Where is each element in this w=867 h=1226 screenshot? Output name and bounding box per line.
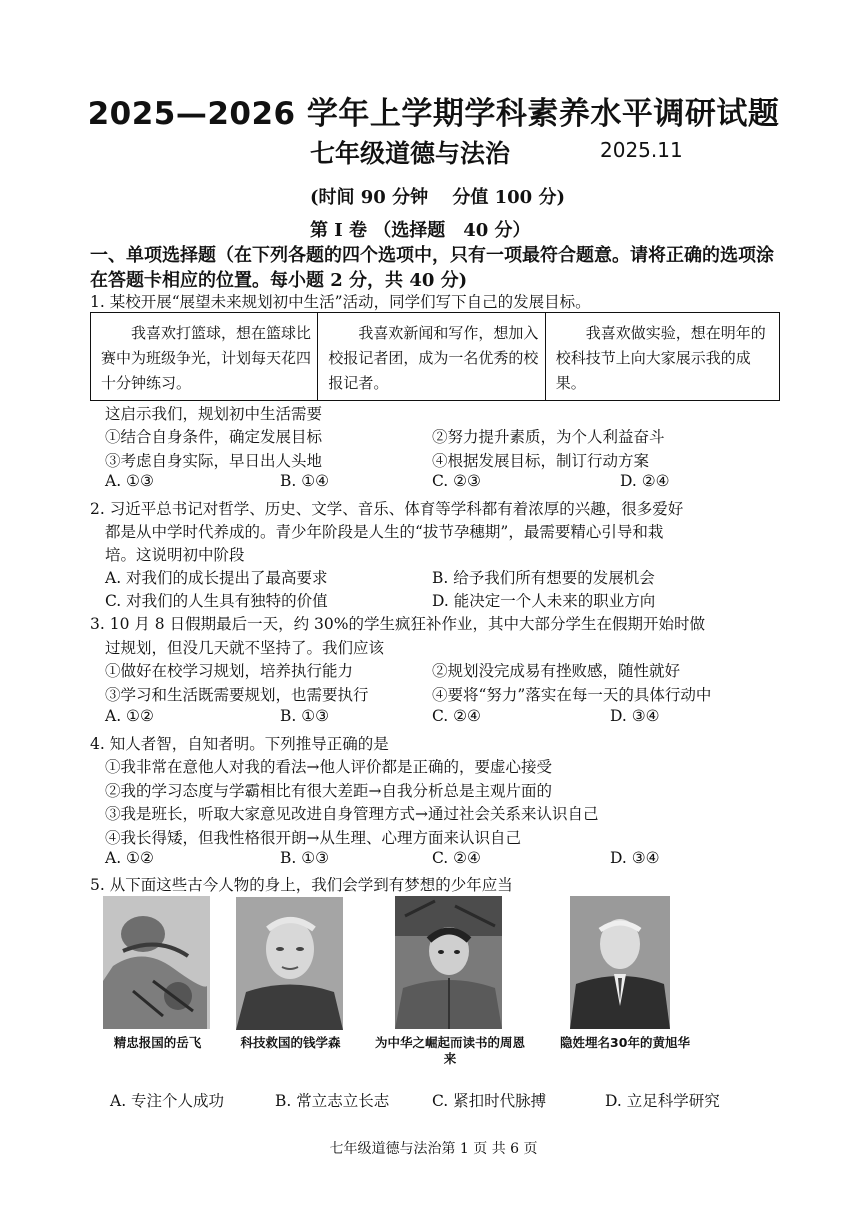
q3-option-b: B. ①③ [280,707,330,725]
q1-statement-1: ①结合自身条件，确定发展目标 [105,428,323,446]
q1-statement-2: ②努力提升素质，为个人利益奋斗 [432,428,665,446]
q5-stem: 5. 从下面这些古今人物的身上，我们会学到有梦想的少年应当 [90,876,513,894]
section-instructions: 一、单项选择题（在下列各题的四个选项中，只有一项最符合题意。请将正确的选项涂在答题卡相应的位置。每小题 2 分，共 40 分) [90,245,774,291]
exam-title: 2025—2026 学年上学期学科素养水平调研试题 [87,96,780,132]
subject-title: 七年级道德与法治 [310,139,511,168]
q1-statement-3: ③考虑自身实际，早日出人头地 [105,452,323,470]
q4-line-1: 4. 知人者智，自知者明。下列推导正确的是 [90,735,389,753]
page-footer: 七年级道德与法治第 1 页 共 6 页 [329,1141,538,1157]
q4-option-c: C. ②④ [432,849,481,867]
q3-option-a: A. ①② [105,707,154,725]
goal-cell: 我喜欢做实验，想在明年的校科技节上向大家展示我的成果。 [545,313,779,401]
q5-option-d: D. 立足科学研究 [605,1092,720,1110]
q3-line-1: 3. 10 月 8 日假期最后一天，约 30%的学生疯狂补作业，其中大部分学生在假期开始时做 [90,615,705,633]
q3-line-2: 过规划，但没几天就不坚持了。我们应该 [105,639,385,657]
q2-line-1: 2. 习近平总书记对哲学、历史、文学、音乐、体育等学科都有着浓厚的兴趣，很多爱好 [90,500,684,518]
q4-statement-3: ③我是班长，听取大家意见改进自身管理方式→通过社会关系来认识自己 [105,805,599,823]
exam-date: 2025.11 [600,138,683,162]
q4-statement-4: ④我长得矮，但我性格很开朗→从生理、心理方面来认识自己 [105,829,521,847]
time-score-info: (时间 90 分钟 分值 100 分) [310,187,565,208]
q2-option-d: D. 能决定一个人未来的职业方向 [432,592,656,610]
q1-option-b: B. ①④ [280,472,330,490]
portrait-yue-fei [103,896,210,1029]
caption-qian-xuesen: 科技救国的钱学森 [240,1035,341,1050]
portrait-qian-xuesen [236,897,343,1030]
goal-cell: 我喜欢新闻和写作，想加入校报记者团，成为一名优秀的校报记者。 [318,313,545,401]
q1-option-c: C. ②③ [432,472,481,490]
q4-option-d: D. ③④ [610,849,660,867]
q5-option-c: C. 紧扣时代脉搏 [432,1092,547,1110]
q3-option-d: D. ③④ [610,707,660,725]
q4-statement-1: ①我非常在意他人对我的看法→他人评价都是正确的，要虚心接受 [105,758,552,776]
q3-option-c: C. ②④ [432,707,481,725]
q5-option-a: A. 专注个人成功 [110,1092,225,1110]
q1-statement-4: ④根据发展目标，制订行动方案 [432,452,650,470]
q2-option-a: A. 对我们的成长提出了最高要求 [105,569,328,587]
q4-option-a: A. ①② [105,849,154,867]
caption-yue-fei: 精忠报国的岳飞 [113,1035,202,1050]
goals-table [90,312,780,401]
q4-statement-2: ②我的学习态度与学霸相比有很大差距→自我分析总是主观片面的 [105,782,552,800]
section-heading: 第 I 卷 （选择题 40 分） [310,220,531,241]
portrait-zhou-enlai [395,896,502,1029]
q1-prompt: 这启示我们，规划初中生活需要 [105,405,323,423]
question-1-stem: 1. 某校开展“展望未来规划初中生活”活动，同学们写下自己的发展目标。 [90,293,591,311]
q2-option-b: B. 给予我们所有想要的发展机会 [432,569,655,587]
caption-huang-xuhua: 隐姓埋名30年的黄旭华 [560,1035,690,1050]
q1-option-a: A. ①③ [105,472,154,490]
q2-line-2: 都是从中学时代养成的。青少年阶段是人生的“拔节孕穗期”，最需要精心引导和栽 [105,523,664,541]
q4-option-b: B. ①③ [280,849,330,867]
q1-option-d: D. ②④ [620,472,670,490]
portrait-huang-xuhua [570,896,670,1029]
caption-zhou-enlai: 为中华之崛起而读书的周恩来 [375,1035,526,1066]
q3-statement-3: ③学习和生活既需要规划，也需要执行 [105,686,369,704]
q3-statement-4: ④要将“努力”落实在每一天的具体行动中 [432,686,712,704]
q5-option-b: B. 常立志立长志 [275,1092,390,1110]
q2-option-c: C. 对我们的人生具有独特的价值 [105,592,328,610]
q2-line-3: 培。这说明初中阶段 [105,546,245,564]
q3-statement-2: ②规划没完成易有挫败感，随性就好 [432,662,681,680]
goal-cell: 我喜欢打篮球，想在篮球比赛中为班级争光，计划每天花四十分钟练习。 [91,313,318,401]
q3-statement-1: ①做好在校学习规划，培养执行能力 [105,662,354,680]
